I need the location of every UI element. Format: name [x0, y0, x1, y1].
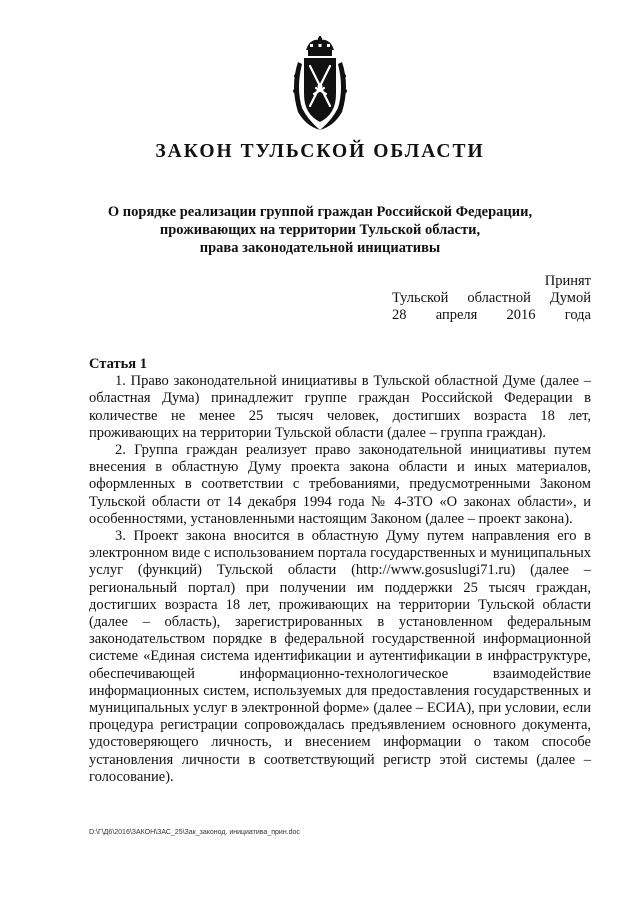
adoption-year-word: года [564, 307, 591, 323]
law-title: ЗАКОН ТУЛЬСКОЙ ОБЛАСТИ [155, 141, 485, 162]
tula-coat-of-arms-icon [288, 36, 352, 132]
adoption-year: 2016 [506, 307, 536, 323]
adoption-day: 28 [392, 307, 407, 323]
subject-line: проживающих на территории Тульской области, [159, 222, 481, 238]
adoption-label: Принят [544, 273, 591, 289]
article-paragraph-2: 2. Группа граждан реализует право законодательной инициативы путем внесения в областную Думу проекта закона области и иных материалов, оформленных в соответствии с требованиями, предусмотренными Законом Тульской области от 14 декабря 1994 года № 4-ЗТО «О законах области», и особенностями, установленными настоящим Законом (далее – проект закона). [89, 442, 591, 527]
adoption-word: областной [467, 290, 531, 306]
subject-line: О порядке реализации группой граждан Российской Федерации, [107, 204, 533, 220]
article-1 [89, 356, 591, 786]
subject-line: права законодательной инициативы [199, 240, 441, 256]
article-title: Статья 1 [89, 356, 147, 372]
adoption-word: Думой [549, 290, 591, 306]
adoption-date [392, 307, 591, 324]
adoption-month: апреля [435, 307, 478, 323]
article-paragraph-3: 3. Проект закона вносится в областную Думу путем направления его в электронном виде с использованием портала государственных и муниципальных услуг (функций) Тульской области (http://www.gosuslugi71.ru) (далее – региональный портал) при получении им поддержки 25 тысяч граждан, достигших возраста 18 лет, проживающих на территории Тульской области (далее – область), зарегистрированных в установленном федеральным законодательством порядке в федеральной государственной информационной системе «Единая система идентификации и аутентификации в инфраструктуре, обеспечивающей информационно-технологическое взаимодействие информационных систем, используемых для предоставления государственных и муниципальных услуг в электронной форме» (далее – ЕСИА), при условии, если процедура регистрации сопровождалась предъявлением основного документа, удостоверяющего личность, и внесением информации о таком способе установления личности в соответствующий регистр этой системы (далее – голосование). [89, 528, 591, 785]
adoption-block [392, 273, 591, 324]
adoption-word: Тульской [392, 290, 449, 306]
law-subject [100, 203, 540, 257]
article-paragraph-1: 1. Право законодательной инициативы в Тульской областной Думе (далее – областная Дума) принадлежит группе граждан Российской Федерации в количестве не менее 25 тысяч человек, достигших возраста 18 лет, проживающих на территории Тульской области (далее – группа граждан). [89, 373, 591, 441]
adoption-body [392, 290, 591, 307]
footer-file-path: D:\Г\Д6\2016\ЗАКОН\ЗАС_25\Зак_законод. инициатива_прин.doc [89, 829, 300, 836]
